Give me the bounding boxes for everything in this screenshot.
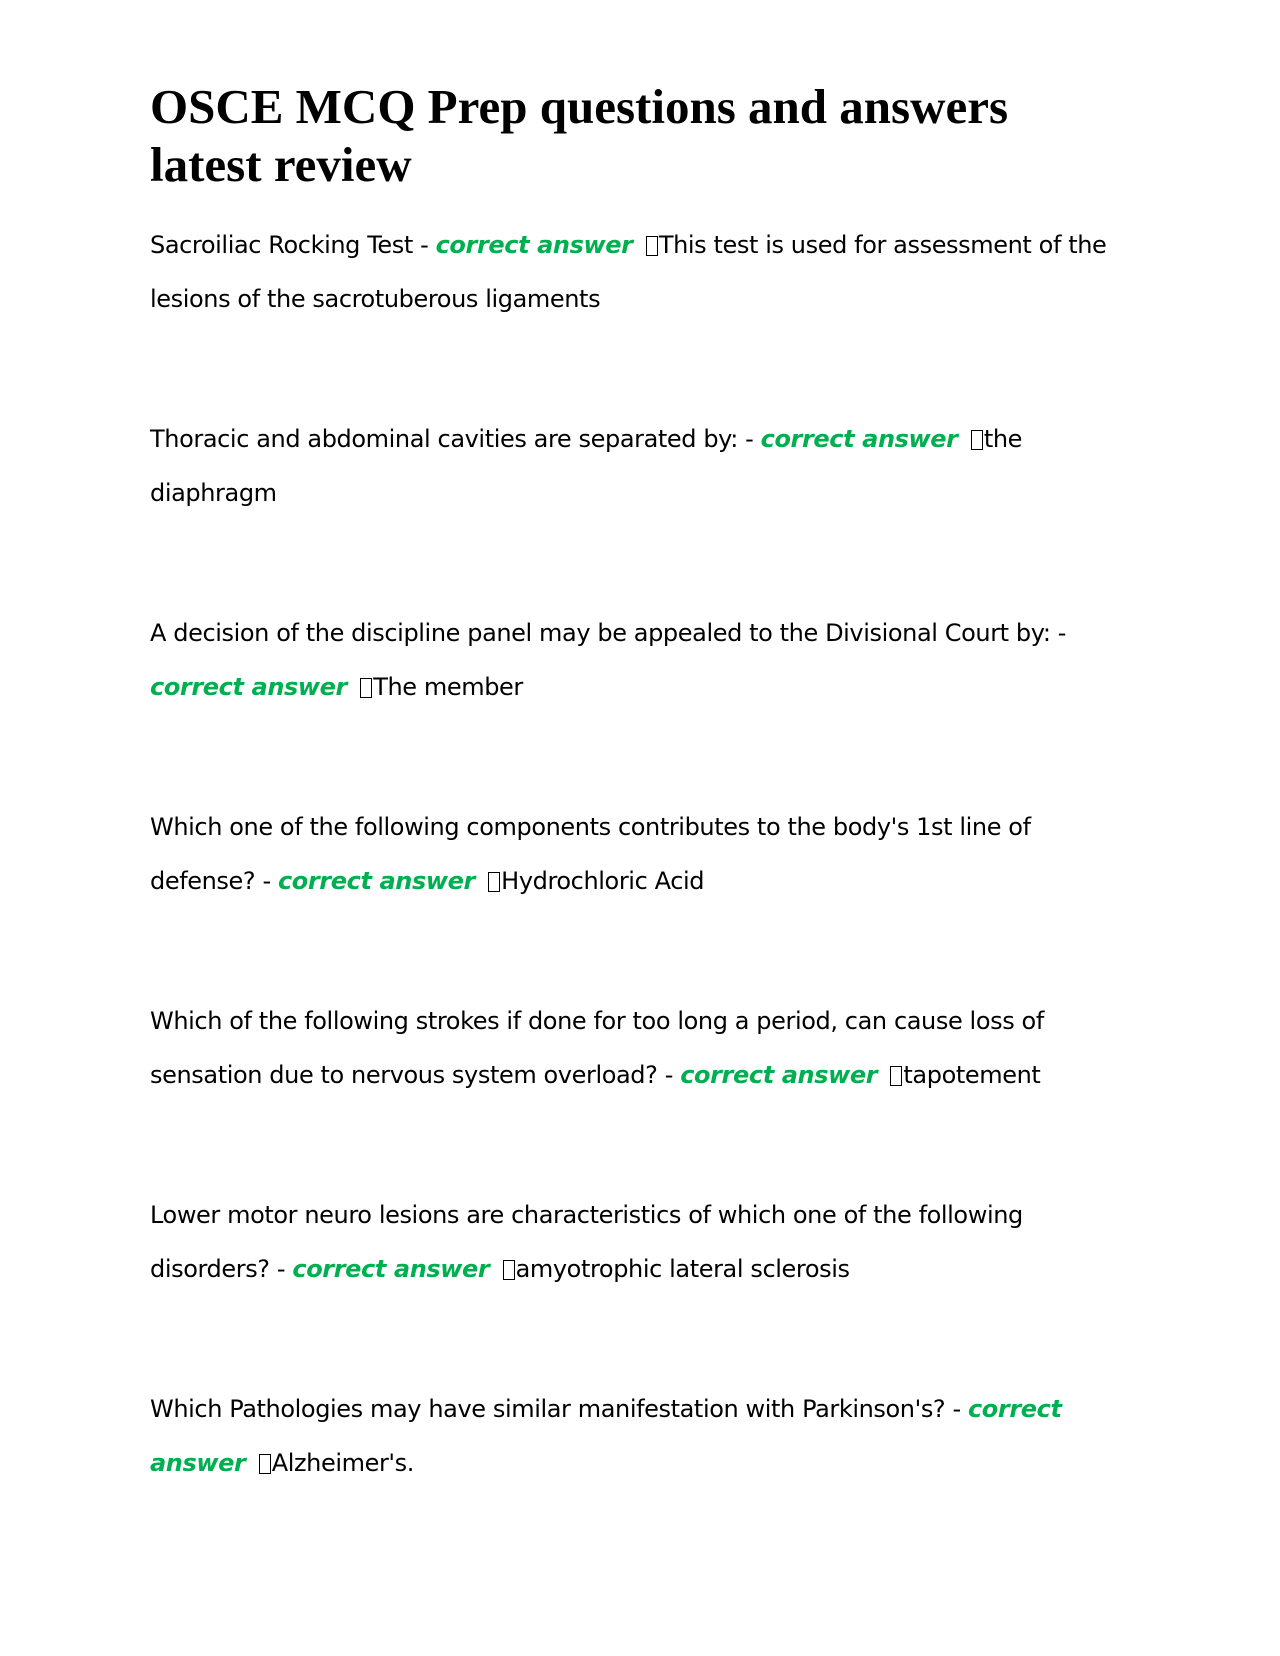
missing-glyph-box-icon	[488, 872, 500, 892]
question-text: A decision of the discipline panel may be appealed to the Divisional Court by:	[150, 619, 1051, 647]
correct-answer-marker: correct answer	[277, 867, 475, 895]
qa-item	[150, 412, 1110, 520]
qa-item	[150, 994, 1110, 1102]
correct-answer-marker: correct answer	[435, 231, 633, 259]
question-text: Which of the following strokes if done for too long a period, can cause loss of sensation due to nervous system overload?	[150, 1007, 1044, 1089]
qa-item	[150, 800, 1110, 908]
answer-text: The member	[373, 673, 523, 701]
answer-text: the diaphragm	[150, 425, 1023, 507]
correct-answer-marker: correct answer	[680, 1061, 878, 1089]
correct-answer-marker: correct answer	[150, 1395, 1062, 1477]
document-title: OSCE MCQ Prep questions and answers latest review	[150, 79, 1009, 192]
question-text: Which one of the following components contributes to the body's 1st line of defense?	[150, 813, 1031, 895]
qa-item	[150, 606, 1110, 714]
separator: -	[269, 1255, 293, 1283]
question-text: Sacroiliac Rocking Test	[150, 231, 413, 259]
missing-glyph-box-icon	[646, 236, 658, 256]
separator: -	[412, 231, 436, 259]
answer-text: Alzheimer's.	[271, 1449, 414, 1477]
separator: -	[1050, 619, 1066, 647]
missing-glyph-box-icon	[971, 430, 983, 450]
separator: -	[737, 425, 761, 453]
separator: -	[255, 867, 278, 895]
correct-answer-marker: correct answer	[150, 673, 347, 701]
separator: -	[945, 1395, 968, 1423]
qa-item	[150, 1382, 1110, 1490]
missing-glyph-box-icon	[259, 1454, 271, 1474]
qa-item	[150, 218, 1110, 326]
answer-text: Hydrochloric Acid	[501, 867, 705, 895]
document-page	[150, 78, 1110, 1576]
answer-text: amyotrophic lateral sclerosis	[515, 1255, 850, 1283]
question-text: Thoracic and abdominal cavities are separated by:	[150, 425, 738, 453]
answer-text: tapotement	[903, 1061, 1041, 1089]
missing-glyph-box-icon	[503, 1260, 515, 1280]
answer-text: This test is used for assessment of the lesions of the sacrotuberous ligaments	[150, 231, 1107, 313]
question-text: Which Pathologies may have similar manifestation with Parkinson's?	[150, 1395, 946, 1423]
qa-item	[150, 1188, 1110, 1296]
correct-answer-marker: correct answer	[760, 425, 958, 453]
correct-answer-marker: correct answer	[292, 1255, 490, 1283]
separator: -	[657, 1061, 681, 1089]
missing-glyph-box-icon	[360, 678, 372, 698]
question-text: Lower motor neuro lesions are characteristics of which one of the following disorders?	[150, 1201, 1023, 1283]
missing-glyph-box-icon	[890, 1066, 902, 1086]
